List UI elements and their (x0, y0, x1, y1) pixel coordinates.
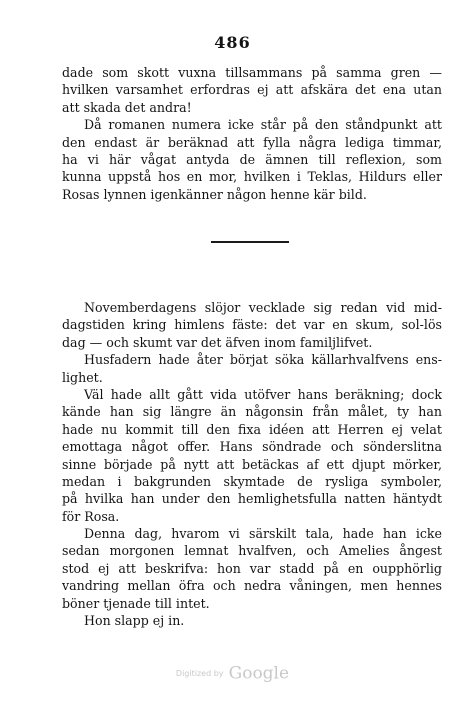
text-line: sinne började på nytt att betäckas af ett djupt mörker, (62, 456, 442, 472)
digitized-watermark (0, 663, 465, 684)
text-line: Väl hade allt gått vida utöfver hans beräkning; dock (84, 386, 442, 402)
text-line: att skada det andra! (62, 99, 192, 115)
text-line: Novemberdagens slöjor vecklade sig redan vid mid- (84, 300, 442, 315)
text-line: hade nu kommit till den fixa idéen att Herren ej velat (62, 421, 442, 437)
text-line: den endast är beräknad att fylla några lediga timmar, (62, 134, 442, 150)
paragraph-block-bottom (62, 299, 442, 629)
text-line: dade som skott vuxna tillsammans på samma gren — (62, 65, 442, 80)
text-line: Denna dag, hvarom vi särskilt tala, hade han icke (84, 526, 442, 542)
text-line: för Rosa. (62, 508, 120, 524)
text-line: emottaga något offer. Hans söndrade och sönderslitna (62, 439, 442, 455)
text-line: medan i bakgrunden skymtade de rysliga symboler, (62, 473, 442, 489)
text-line: ha vi här vågat antyda de ämnen till reflexion, som (62, 151, 442, 167)
text-line: stod ej att beskrifva: hon var stadd på en oupphörlig (62, 560, 442, 576)
text-line: Rosas lynnen igenkänner någon henne kär bild. (62, 186, 367, 202)
text-line: böner tjenade till intet. (62, 595, 210, 611)
text-line: vandring mellan öfra och nedra våningen, men hennes (62, 578, 442, 594)
text-line: Då romanen numera icke står på den ståndpunkt att (84, 117, 442, 133)
text-line: Hon slapp ej in. (84, 613, 185, 629)
page-number: 486 (214, 33, 251, 52)
google-logo: Google (228, 663, 290, 684)
text-line: sedan morgonen lemnat hvalfven, och Amelies ångest (62, 543, 442, 559)
section-divider (211, 241, 289, 243)
digitized-by-text: Digitized by (175, 669, 224, 678)
text-line: dagstiden kring himlens fäste: det var en skum, sol-lös (62, 317, 442, 333)
text-line: hvilken varsamhet erfordras ej att afskära det ena utan (62, 82, 442, 98)
text-line: dag — och skumt var det äfven inom familjlifvet. (62, 334, 373, 350)
text-line: på hvilka han under den hemlighetsfulla natten häntydt (62, 491, 442, 507)
text-line: lighet. (62, 369, 103, 385)
text-line: kunna uppstå hos en mor, hvilken i Teklas, Hildurs eller (62, 169, 442, 185)
paragraph-block-top (62, 64, 442, 203)
text-line: kände han sig längre än någonsin från målet, ty han (62, 404, 442, 420)
text-line: Husfadern hade åter börjat söka källarhvalfvens ens- (84, 352, 442, 368)
